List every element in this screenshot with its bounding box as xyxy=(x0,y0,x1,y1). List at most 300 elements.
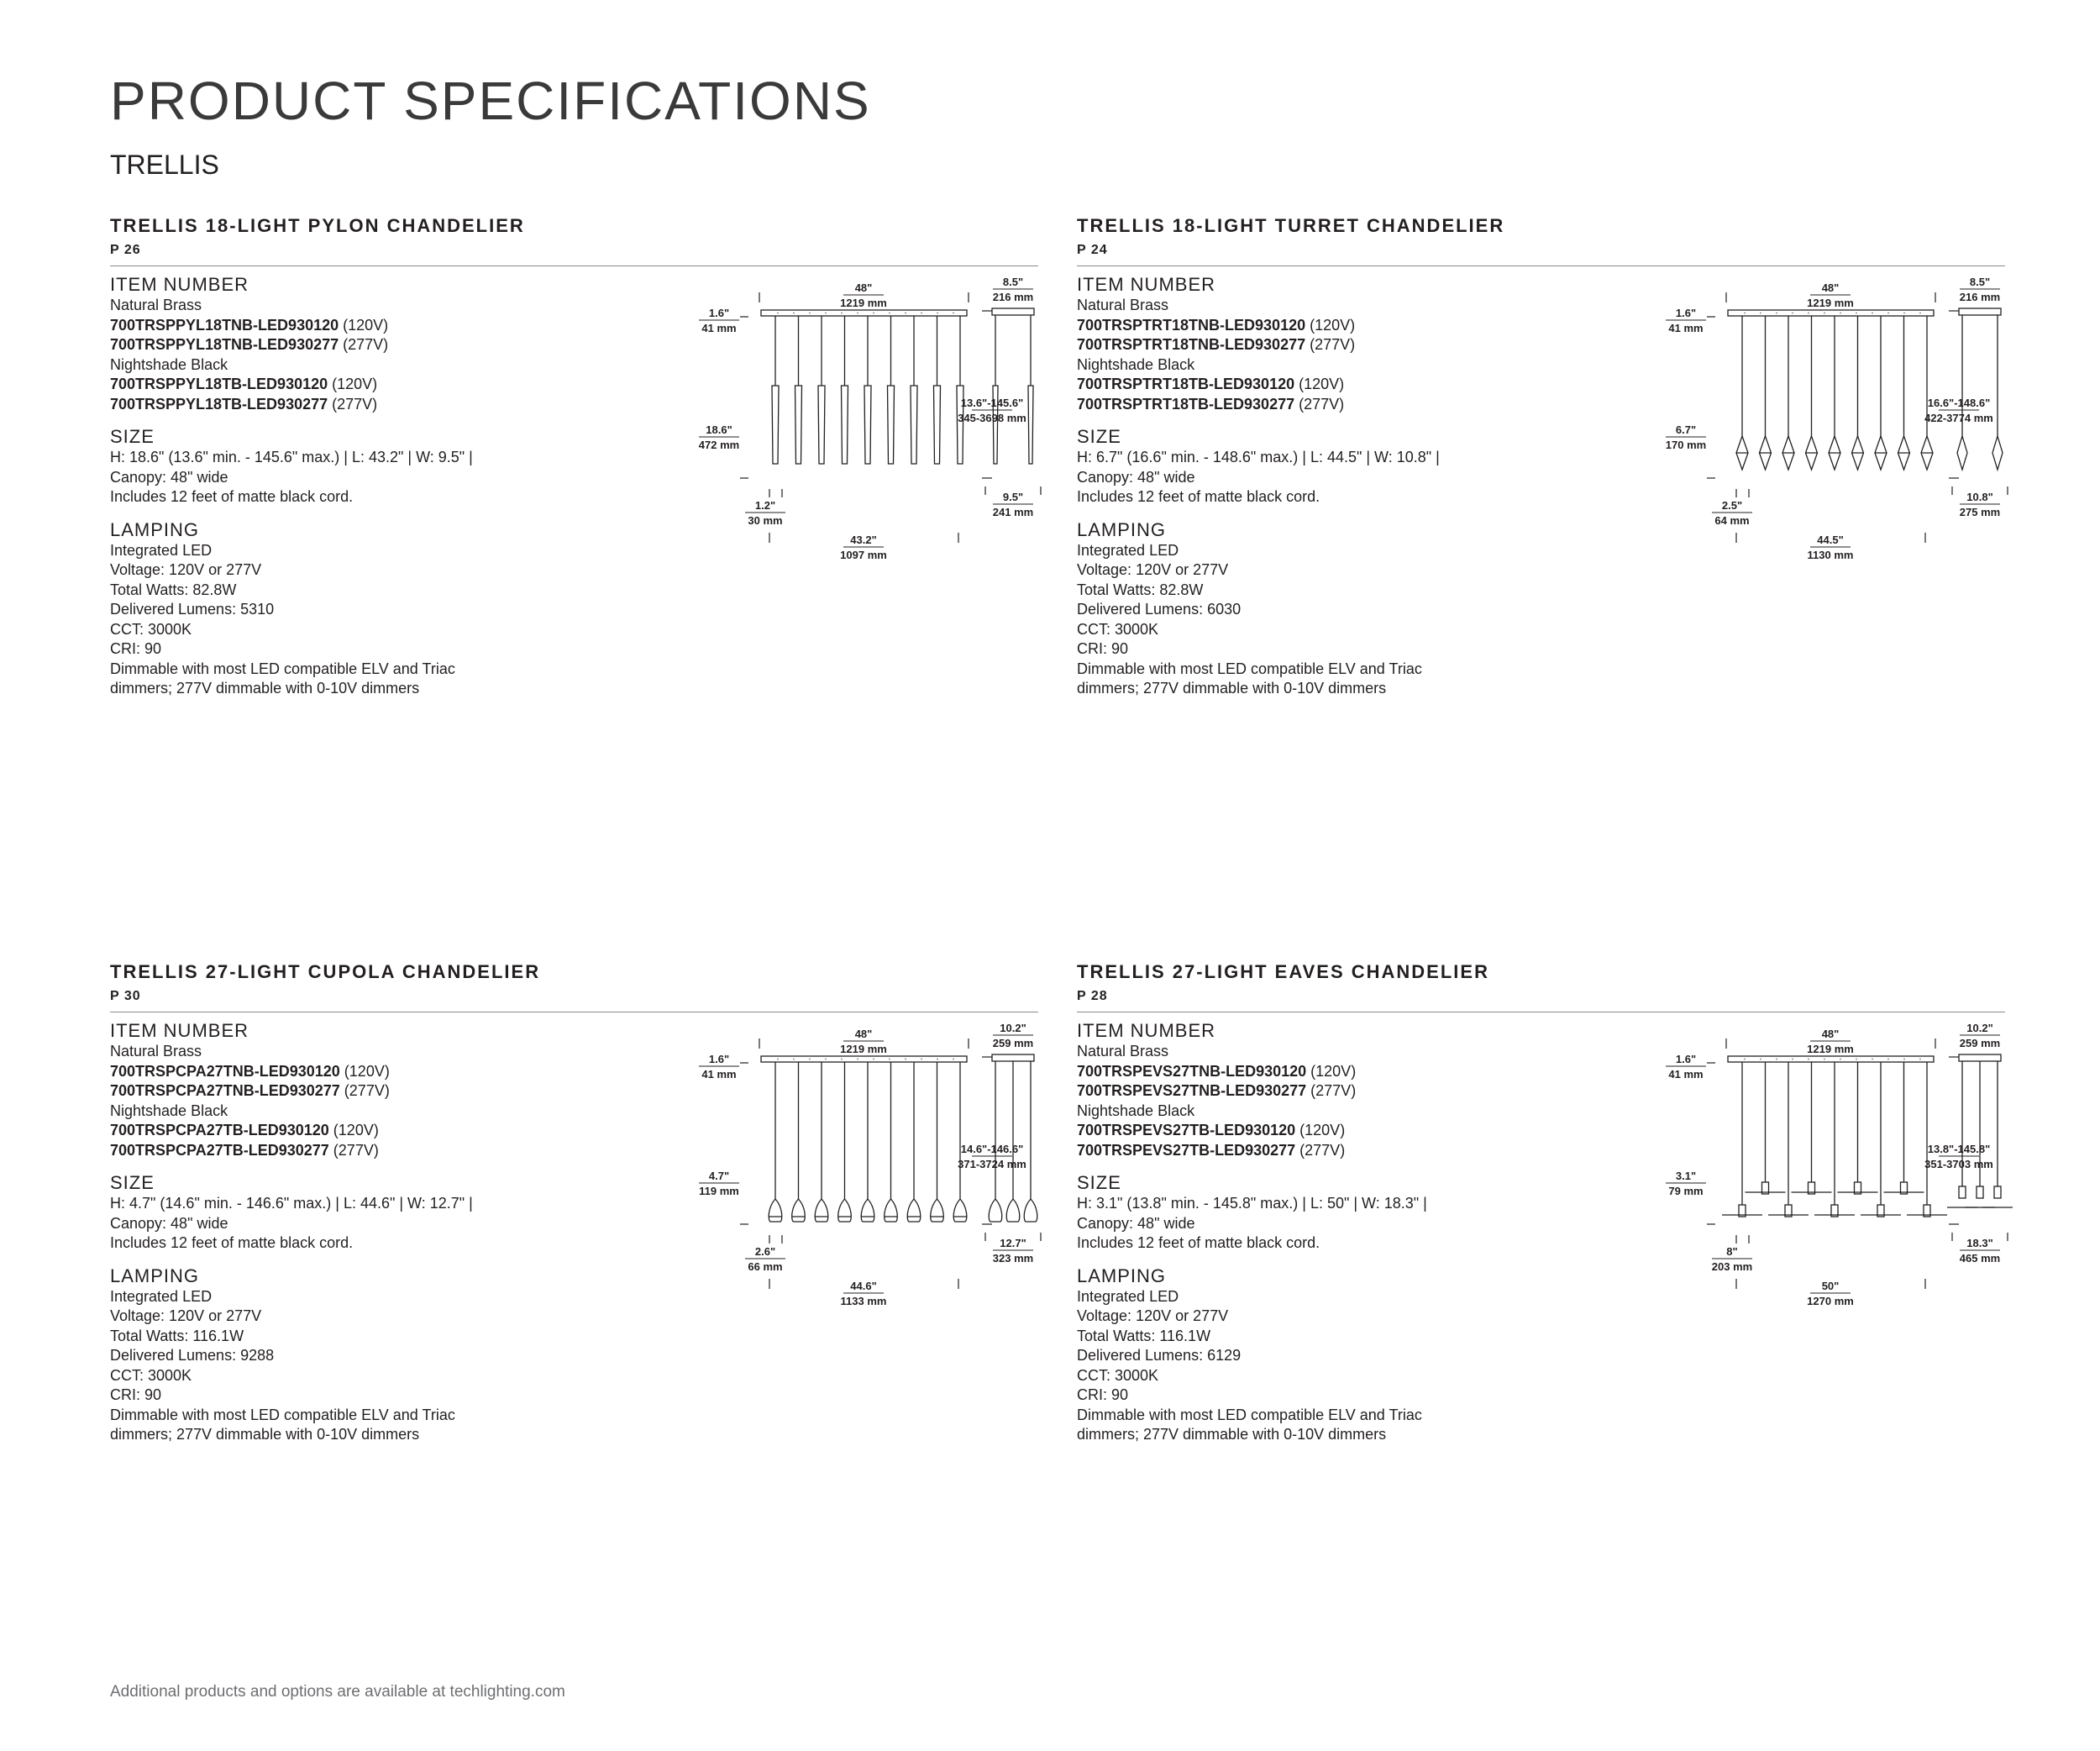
product-page-ref: P 28 xyxy=(1077,989,1108,1003)
pendant xyxy=(885,1062,898,1222)
side-pendant xyxy=(1006,1061,1020,1222)
size-heading: SIZE xyxy=(1077,426,1121,447)
finish-name: Natural Brass xyxy=(110,1043,202,1060)
dimension-label-mm: 203 mm xyxy=(1711,1260,1753,1273)
item-sku: 700TRSPEVS27TB-LED930120 xyxy=(1077,1122,1296,1138)
lamping-line: CRI: 90 xyxy=(110,640,162,657)
canopy-dot xyxy=(1744,1059,1746,1060)
dimension-label-in: 18.3" xyxy=(1966,1237,1993,1249)
lamping-heading: LAMPING xyxy=(110,1265,200,1286)
pendant xyxy=(1760,316,1772,470)
item-number-heading: ITEM NUMBER xyxy=(110,274,249,295)
product-block xyxy=(1077,963,2005,1534)
canopy-dot xyxy=(921,313,922,314)
dimension-label-in: 18.6" xyxy=(706,423,732,436)
dimension-drawing xyxy=(1547,272,2005,561)
pendant xyxy=(1921,316,1933,470)
canopy-dot xyxy=(1856,1059,1857,1060)
item-sku: 700TRSPPYL18TNB-LED930277 xyxy=(110,336,339,353)
page-subtitle: TRELLIS xyxy=(110,150,219,180)
canopy xyxy=(761,1056,967,1062)
lamping-line: CCT: 3000K xyxy=(110,1366,192,1384)
canopy-dot xyxy=(1792,1059,1793,1060)
dimension-label-in: 43.2" xyxy=(850,534,877,546)
dimension-label-mm: 170 mm xyxy=(1665,439,1707,451)
dimension-label-mm: 1133 mm xyxy=(840,1295,887,1307)
dimension-label-mm: 259 mm xyxy=(1959,1037,2001,1049)
pendant xyxy=(772,316,779,464)
item-voltage: (277V) xyxy=(344,1082,390,1099)
pendant xyxy=(1898,316,1910,470)
canopy-dot xyxy=(1760,313,1761,314)
pendant xyxy=(911,316,917,464)
side-pendant xyxy=(1024,1061,1037,1222)
pendant xyxy=(1884,1062,1924,1194)
pendant xyxy=(1736,316,1748,470)
item-voltage: (277V) xyxy=(1299,395,1345,413)
item-sku-line xyxy=(110,316,580,336)
lamping-line: CCT: 3000K xyxy=(110,620,192,638)
size-line: H: 4.7" (14.6" min. - 146.6" max.) | L: 44.6" | W: 12.7" | xyxy=(110,1195,473,1212)
dimension-label-in: 4.7" xyxy=(708,1170,730,1182)
size-line: Canopy: 48" wide xyxy=(1077,468,1195,486)
pendant xyxy=(792,1062,806,1222)
canopy-dot xyxy=(841,313,843,314)
item-sku-line xyxy=(1077,375,1547,395)
canopy-dot xyxy=(1840,313,1841,314)
dimension-label-in: 8.5" xyxy=(1969,276,1991,288)
item-voltage: (120V) xyxy=(332,376,378,392)
size-line: H: 6.7" (16.6" min. - 148.6" max.) | L: 44.5" | W: 10.8" | xyxy=(1077,449,1440,465)
product-name: TRELLIS 18-LIGHT PYLON CHANDELIER xyxy=(110,215,525,236)
dimension-label-in: 50" xyxy=(1821,1280,1840,1292)
item-sku-line xyxy=(1077,316,1547,336)
lamping-line: Voltage: 120V or 277V xyxy=(110,1307,262,1324)
lamping-line: CRI: 90 xyxy=(110,1386,162,1403)
size-heading: SIZE xyxy=(1077,1172,1121,1193)
item-voltage: (120V) xyxy=(1310,316,1356,334)
canopy-dot xyxy=(825,313,827,314)
item-sku: 700TRSPEVS27TNB-LED930277 xyxy=(1077,1082,1307,1099)
canopy-dot xyxy=(1872,313,1873,314)
lamping-line: Total Watts: 116.1W xyxy=(110,1327,244,1344)
canopy-dot xyxy=(1776,313,1777,314)
product-page-ref: P 24 xyxy=(1077,243,1108,257)
canopy-dot xyxy=(1887,313,1889,314)
finish-name: Nightshade Black xyxy=(110,355,228,373)
dimension-label-in: 10.2" xyxy=(1000,1022,1026,1034)
pendant xyxy=(1722,1062,1762,1217)
item-sku-line xyxy=(1077,335,1547,355)
item-sku-line xyxy=(110,335,580,355)
canopy-dot xyxy=(809,1059,811,1060)
dimension-label-mm: 371-3724 mm xyxy=(958,1158,1026,1170)
item-voltage: (120V) xyxy=(1299,376,1345,392)
side-canopy xyxy=(1959,308,2001,315)
finish-name: Natural Brass xyxy=(1077,1043,1169,1060)
pendant xyxy=(934,316,941,464)
dimension-label-mm: 472 mm xyxy=(698,439,740,451)
dimension-label-in: 2.6" xyxy=(754,1245,776,1258)
size-line: Canopy: 48" wide xyxy=(1077,1214,1195,1232)
dimension-label-mm: 216 mm xyxy=(992,291,1034,303)
pendant xyxy=(953,1062,967,1222)
size-line: Includes 12 feet of matte black cord. xyxy=(110,488,354,505)
item-sku: 700TRSPTRT18TNB-LED930120 xyxy=(1077,316,1306,334)
side-canopy xyxy=(992,1054,1034,1061)
dimension-label-mm: 465 mm xyxy=(1959,1252,2001,1265)
size-line: H: 18.6" (13.6" min. - 145.6" max.) | L: 43.2" | W: 9.5" | xyxy=(110,449,473,465)
dimension-drawing xyxy=(580,1018,1038,1307)
canopy-dot xyxy=(857,313,858,314)
canopy-dot xyxy=(953,1059,954,1060)
dimension-label-in: 1.2" xyxy=(754,499,776,512)
spec-text xyxy=(110,1020,580,1445)
dimension-label-in: 8.5" xyxy=(1002,276,1024,288)
pendant xyxy=(1782,316,1794,470)
lamping-line: Delivered Lumens: 5310 xyxy=(110,601,275,618)
dimension-label-mm: 30 mm xyxy=(748,514,783,527)
pendant xyxy=(815,1062,828,1222)
dimension-label-mm: 351-3703 mm xyxy=(1924,1158,1993,1170)
dimension-label-in: 48" xyxy=(1821,281,1840,294)
product-block xyxy=(110,217,1038,788)
dimension-label-in: 13.8"-145.8" xyxy=(1927,1143,1991,1155)
dimension-label-in: 10.2" xyxy=(1966,1022,1993,1034)
item-sku-line xyxy=(110,1081,580,1102)
item-sku: 700TRSPCPA27TB-LED930120 xyxy=(110,1122,329,1138)
lamping-line: dimmers; 277V dimmable with 0-10V dimmers xyxy=(1077,1426,1387,1443)
dimension-label-in: 16.6"-148.6" xyxy=(1927,397,1991,409)
canopy-dot xyxy=(777,313,779,314)
lamping-line: CRI: 90 xyxy=(1077,640,1129,657)
dimension-label-in: 1.6" xyxy=(1675,1053,1697,1065)
lamping-line: CCT: 3000K xyxy=(1077,1366,1159,1384)
dimension-label-mm: 1219 mm xyxy=(840,297,887,309)
pendant xyxy=(1814,1062,1855,1217)
lamping-line: Integrated LED xyxy=(1077,1287,1179,1305)
dimension-label-in: 2.5" xyxy=(1721,499,1743,512)
lamping-line: Delivered Lumens: 9288 xyxy=(110,1347,275,1364)
canopy-dot xyxy=(1824,313,1825,314)
lamping-heading: LAMPING xyxy=(1077,518,1167,540)
side-canopy xyxy=(1959,1054,2001,1061)
side-pendant xyxy=(1947,1061,1977,1207)
pendant xyxy=(957,316,963,464)
size-line: Canopy: 48" wide xyxy=(110,1214,228,1232)
lamping-line: Voltage: 120V or 277V xyxy=(1077,561,1229,578)
dimension-label-mm: 259 mm xyxy=(992,1037,1034,1049)
lamping-line: Voltage: 120V or 277V xyxy=(1077,1307,1229,1324)
dimension-label-in: 12.7" xyxy=(1000,1237,1026,1249)
canopy-dot xyxy=(793,1059,795,1060)
canopy-dot xyxy=(1824,1059,1825,1060)
size-line: Includes 12 feet of matte black cord. xyxy=(110,1234,354,1251)
lamping-line: dimmers; 277V dimmable with 0-10V dimmers xyxy=(110,1426,420,1443)
item-voltage: (120V) xyxy=(1310,1062,1357,1080)
dimension-label-mm: 216 mm xyxy=(1959,291,2001,303)
pendant xyxy=(769,1062,782,1222)
product-page-ref: P 26 xyxy=(110,243,141,257)
item-sku: 700TRSPPYL18TB-LED930120 xyxy=(110,376,328,392)
lamping-line: Delivered Lumens: 6030 xyxy=(1077,601,1242,618)
pendant xyxy=(864,316,871,464)
canopy-dot xyxy=(857,1059,858,1060)
canopy-dot xyxy=(937,1059,938,1060)
lamping-line: Dimmable with most LED compatible ELV and Triac xyxy=(1077,660,1422,677)
pendant xyxy=(888,316,895,464)
item-sku: 700TRSPEVS27TNB-LED930120 xyxy=(1077,1062,1307,1080)
canopy-dot xyxy=(1744,313,1746,314)
canopy-dot xyxy=(905,1059,906,1060)
canopy-dot xyxy=(1919,1059,1921,1060)
lamping-line: Dimmable with most LED compatible ELV and Triac xyxy=(1077,1406,1422,1423)
finish-name: Natural Brass xyxy=(110,297,202,313)
dimension-label-in: 14.6"-146.6" xyxy=(960,1143,1024,1155)
lamping-line: dimmers; 277V dimmable with 0-10V dimmers xyxy=(1077,680,1387,697)
item-sku-line xyxy=(1077,1062,1547,1082)
dimension-label-in: 9.5" xyxy=(1002,491,1024,503)
canopy-dot xyxy=(937,313,938,314)
size-line: H: 3.1" (13.8" min. - 145.8" max.) | L: 50" | W: 18.3" | xyxy=(1077,1195,1427,1212)
item-voltage: (277V) xyxy=(333,1141,379,1159)
dimension-label-mm: 1219 mm xyxy=(1807,1043,1854,1055)
canopy-dot xyxy=(1887,1059,1889,1060)
finish-name: Nightshade Black xyxy=(1077,355,1195,373)
dimension-label-mm: 79 mm xyxy=(1668,1185,1704,1197)
product-name: TRELLIS 18-LIGHT TURRET CHANDELIER xyxy=(1077,215,1505,236)
lamping-line: Total Watts: 82.8W xyxy=(1077,581,1204,598)
side-canopy xyxy=(992,308,1034,315)
dimension-label-mm: 1219 mm xyxy=(1807,297,1854,309)
canopy-dot xyxy=(1792,313,1793,314)
pendant xyxy=(1861,1062,1901,1217)
dimension-label-in: 48" xyxy=(854,1028,873,1040)
item-sku-line xyxy=(110,1062,580,1082)
product-name: TRELLIS 27-LIGHT EAVES CHANDELIER xyxy=(1077,961,1489,982)
lamping-heading: LAMPING xyxy=(110,518,200,540)
dimension-label-in: 10.8" xyxy=(1966,491,1993,503)
dimension-label-in: 3.1" xyxy=(1675,1170,1697,1182)
pendant xyxy=(842,316,848,464)
dimension-label-mm: 41 mm xyxy=(701,1068,737,1081)
item-sku-line xyxy=(110,395,580,415)
lamping-line: Dimmable with most LED compatible ELV and Triac xyxy=(110,1406,455,1423)
canopy-dot xyxy=(889,313,890,314)
canopy-dot xyxy=(1919,313,1921,314)
pendant xyxy=(1792,1062,1832,1194)
item-sku: 700TRSPTRT18TB-LED930120 xyxy=(1077,376,1295,392)
product-block xyxy=(1077,217,2005,788)
dimension-label-in: 13.6"-145.6" xyxy=(960,397,1024,409)
lamping-line: Integrated LED xyxy=(110,541,213,559)
dimension-label-in: 48" xyxy=(854,281,873,294)
lamping-heading: LAMPING xyxy=(1077,1265,1167,1286)
item-sku-line xyxy=(110,1141,580,1161)
pendant xyxy=(1875,316,1887,470)
lamping-line: Integrated LED xyxy=(1077,541,1179,559)
spec-text xyxy=(1077,1020,1547,1445)
dimension-label-mm: 41 mm xyxy=(1668,322,1704,334)
lamping-line: Delivered Lumens: 6129 xyxy=(1077,1347,1242,1364)
canopy xyxy=(761,310,967,316)
item-sku: 700TRSPPYL18TB-LED930277 xyxy=(110,395,328,413)
dimension-label-mm: 64 mm xyxy=(1714,514,1750,527)
side-pendant xyxy=(1957,315,1967,470)
canopy-dot xyxy=(809,313,811,314)
item-voltage: (277V) xyxy=(1310,1082,1357,1099)
dimension-label-mm: 1219 mm xyxy=(840,1043,887,1055)
dimension-label-in: 48" xyxy=(1821,1028,1840,1040)
footer-note: Additional products and options are available at techlighting.com xyxy=(110,1683,565,1701)
canopy-dot xyxy=(793,313,795,314)
dimension-label-mm: 41 mm xyxy=(1668,1068,1704,1081)
pendant xyxy=(1838,1062,1878,1194)
size-line: Canopy: 48" wide xyxy=(110,468,228,486)
lamping-line: Voltage: 120V or 277V xyxy=(110,561,262,578)
item-voltage: (120V) xyxy=(344,1062,390,1080)
item-sku: 700TRSPTRT18TB-LED930277 xyxy=(1077,395,1295,413)
dimension-label-in: 1.6" xyxy=(1675,307,1697,319)
item-voltage: (277V) xyxy=(1310,336,1356,353)
pendant xyxy=(1852,316,1864,470)
canopy-dot xyxy=(905,313,906,314)
dimension-label-in: 44.5" xyxy=(1817,534,1844,546)
dimension-label-in: 1.6" xyxy=(708,307,730,319)
pendant xyxy=(1768,1062,1809,1217)
item-voltage: (277V) xyxy=(343,336,389,353)
pendant xyxy=(838,1062,852,1222)
item-sku-line xyxy=(1077,1081,1547,1102)
dimension-label-mm: 41 mm xyxy=(701,322,737,334)
lamping-line: Dimmable with most LED compatible ELV and Triac xyxy=(110,660,455,677)
product-name: TRELLIS 27-LIGHT CUPOLA CHANDELIER xyxy=(110,961,541,982)
dimension-label-mm: 345-3698 mm xyxy=(958,412,1026,424)
dimension-label-mm: 119 mm xyxy=(699,1185,739,1197)
size-line: Includes 12 feet of matte black cord. xyxy=(1077,1234,1320,1251)
item-voltage: (277V) xyxy=(1299,1141,1346,1159)
page-title: PRODUCT SPECIFICATIONS xyxy=(110,71,871,131)
side-pendant xyxy=(1965,1061,1995,1207)
item-number-heading: ITEM NUMBER xyxy=(1077,274,1215,295)
lamping-line: dimmers; 277V dimmable with 0-10V dimmers xyxy=(110,680,420,697)
dimension-label-mm: 275 mm xyxy=(1959,506,2001,518)
pendant xyxy=(931,1062,944,1222)
canopy-dot xyxy=(1856,313,1857,314)
canopy-dot xyxy=(841,1059,843,1060)
side-pendant xyxy=(989,1061,1002,1222)
dimension-drawing xyxy=(580,272,1038,561)
dimension-label-in: 44.6" xyxy=(850,1280,877,1292)
canopy-dot xyxy=(777,1059,779,1060)
pendant xyxy=(818,316,825,464)
canopy-dot xyxy=(889,1059,890,1060)
canopy xyxy=(1728,310,1934,316)
item-sku-line xyxy=(1077,1141,1547,1161)
side-pendant xyxy=(1992,315,2003,470)
dimension-label-in: 1.6" xyxy=(708,1053,730,1065)
lamping-line: Integrated LED xyxy=(110,1287,213,1305)
dimension-label-mm: 241 mm xyxy=(992,506,1034,518)
finish-name: Natural Brass xyxy=(1077,297,1169,313)
item-sku-line xyxy=(1077,395,1547,415)
pendant xyxy=(1829,316,1840,470)
pendant xyxy=(861,1062,874,1222)
item-sku: 700TRSPPYL18TNB-LED930120 xyxy=(110,316,339,334)
item-voltage: (120V) xyxy=(333,1122,379,1138)
dimension-label-mm: 66 mm xyxy=(748,1260,783,1273)
canopy-dot xyxy=(1808,1059,1809,1060)
pendant xyxy=(907,1062,921,1222)
product-block xyxy=(110,963,1038,1534)
dimension-drawing xyxy=(1547,1018,2005,1307)
pendant xyxy=(1907,1062,1947,1217)
spec-text xyxy=(1077,274,1547,699)
dimension-label-mm: 1270 mm xyxy=(1807,1295,1854,1307)
side-pendant xyxy=(993,315,998,464)
pendant xyxy=(1806,316,1818,470)
size-line: Includes 12 feet of matte black cord. xyxy=(1077,488,1320,505)
item-number-heading: ITEM NUMBER xyxy=(1077,1020,1215,1041)
lamping-line: Total Watts: 116.1W xyxy=(1077,1327,1211,1344)
item-sku-line xyxy=(1077,1121,1547,1141)
canopy xyxy=(1728,1056,1934,1062)
item-voltage: (277V) xyxy=(332,395,378,413)
side-pendant xyxy=(1982,1061,2013,1207)
size-heading: SIZE xyxy=(110,426,155,447)
canopy-dot xyxy=(1872,1059,1873,1060)
finish-name: Nightshade Black xyxy=(110,1102,228,1119)
dimension-label-mm: 1097 mm xyxy=(840,549,887,561)
canopy-dot xyxy=(1808,313,1809,314)
canopy-dot xyxy=(825,1059,827,1060)
item-sku-line xyxy=(110,1121,580,1141)
dimension-label-in: 8" xyxy=(1726,1245,1738,1258)
canopy-dot xyxy=(921,1059,922,1060)
item-sku: 700TRSPCPA27TNB-LED930120 xyxy=(110,1062,340,1080)
product-page-ref: P 30 xyxy=(110,989,141,1003)
lamping-line: Total Watts: 82.8W xyxy=(110,581,237,598)
canopy-dot xyxy=(1760,1059,1761,1060)
item-sku: 700TRSPTRT18TNB-LED930277 xyxy=(1077,336,1306,353)
item-sku: 700TRSPCPA27TNB-LED930277 xyxy=(110,1082,340,1099)
item-sku-line xyxy=(110,375,580,395)
item-number-heading: ITEM NUMBER xyxy=(110,1020,249,1041)
pendant xyxy=(1746,1062,1786,1194)
item-voltage: (120V) xyxy=(1299,1122,1346,1138)
canopy-dot xyxy=(1840,1059,1841,1060)
lamping-line: CCT: 3000K xyxy=(1077,620,1159,638)
dimension-label-in: 6.7" xyxy=(1675,423,1697,436)
item-sku: 700TRSPCPA27TB-LED930277 xyxy=(110,1141,329,1159)
size-heading: SIZE xyxy=(110,1172,155,1193)
canopy-dot xyxy=(873,1059,874,1060)
finish-name: Nightshade Black xyxy=(1077,1102,1195,1119)
canopy-dot xyxy=(1776,1059,1777,1060)
dimension-label-mm: 323 mm xyxy=(992,1252,1034,1265)
dimension-label-mm: 1130 mm xyxy=(1807,549,1854,561)
canopy-dot xyxy=(953,313,954,314)
canopy-dot xyxy=(1903,1059,1905,1060)
canopy-dot xyxy=(1903,313,1905,314)
side-pendant xyxy=(1028,315,1033,464)
item-sku: 700TRSPEVS27TB-LED930277 xyxy=(1077,1141,1296,1159)
pendant xyxy=(795,316,802,464)
spec-text xyxy=(110,274,580,699)
item-voltage: (120V) xyxy=(343,316,389,334)
canopy-dot xyxy=(873,313,874,314)
lamping-line: CRI: 90 xyxy=(1077,1386,1129,1403)
